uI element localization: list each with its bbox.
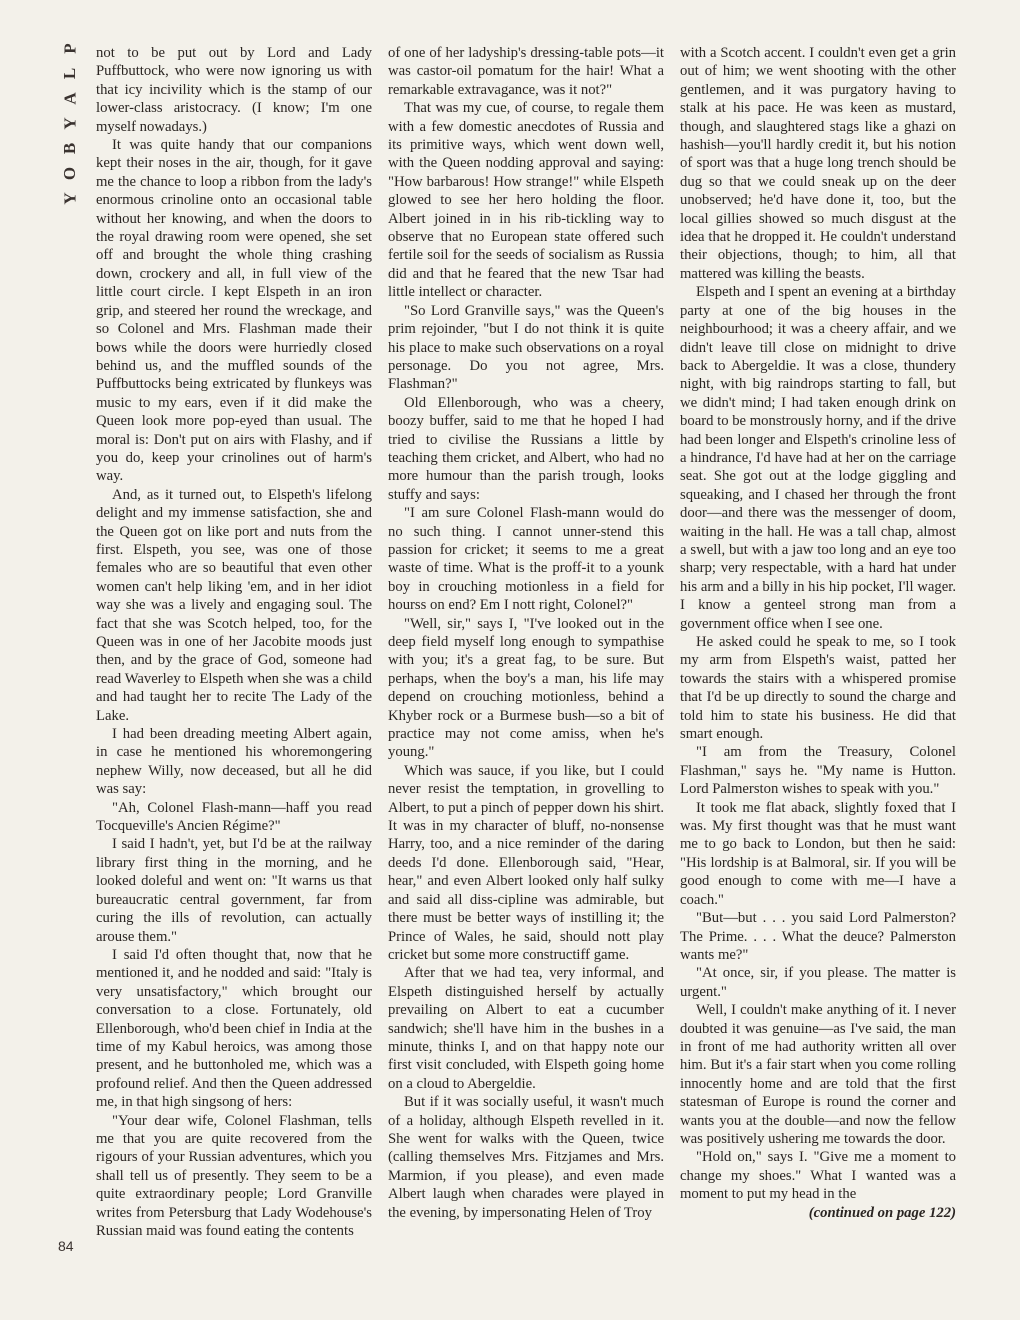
paragraph: Elspeth and I spent an evening at a birthday party at one of the big houses in the neighbourhood; it was a cheery affair, and we didn't leave till close on midnight to drive back to Abergeldie. It was a close, thundery night, with big raindrops starting to fall, but we didn't mind; I had taken enough drink on board to be monstrously horny, and if the drive had been longer and Elspeth's crinoline less of a hindrance, I'd have had at her on the carriage seat. She got out at the lodge giggling and squeaking, and I chased her through the front door—and there was the messenger of doom, waiting in the hall. He was a tall chap, almost a swell, but with a jaw too long and an eye too sharp; very respectable, with a hard hat under his arm and a billy in his hip pocket, I'll wager. I know a genteel strong man from a government office when I see one. — [680, 284, 957, 632]
logo-letter: A — [60, 92, 80, 105]
paragraph: It took me flat aback, slightly foxed that I was. My first thought was that he must want me to go back to London, but then he said: "His lordship is at Balmoral, sir. If you will be good enough to come with me—I have a coach." — [680, 799, 956, 908]
paragraph: "I am sure Colonel Flash-mann would do no such thing. I cannot unner-stend this passion for cricket; it seems to me a great waste of time. What is the proff-it to a younk boy in crouching motionless in a field for hourss on end? Em I nott right, Colonel?" — [388, 505, 664, 614]
paragraph: Well, I couldn't make anything of it. I never doubted it was genuine—as I've said, the man in front of me had authority written all over him. But it's a fair start when you come rolling innocently home and are told that the first statesman of Europe is round the corner and wants you at the double—and now the fellow was positively ushering me towards the door. — [680, 1002, 956, 1147]
paragraph: After that we had tea, very informal, and Elspeth distinguished herself by actually prevailing on Albert to eat a cucumber sandwich; she'll have him in the bushes in a minute, thinks I, and on that happy note our first visit concluded, with Elspeth going home on a cloud to Abergeldie. — [388, 965, 664, 1092]
paragraph: "Hold on," says I. "Give me a moment to change my shoes." What I wanted was a moment to put my head in the — [680, 1149, 956, 1203]
logo-letter: O — [60, 166, 80, 181]
paragraph: "So Lord Granville says," was the Queen's prim rejoinder, "but I do not think it is quite his place to make such observations on a royal personage. Do you not agree, Mrs. Flashman?" — [388, 302, 664, 393]
text-column-3 — [680, 44, 956, 1222]
paragraph: I had been dreading meeting Albert again, in case he mentioned his whoremongering nephew Willy, now deceased, but all he did was say: — [96, 726, 372, 798]
paragraph: "At once, sir, if you please. The matter is urgent." — [680, 965, 956, 1000]
text-column-2 — [388, 44, 664, 1222]
paragraph: He asked could he speak to me, so I took my arm from Elspeth's waist, patted her towards the stairs with a whispered promise that I'd be up directly to sound the charge and told him to state his business. He did that smart enough. — [680, 634, 956, 743]
paragraph: It was quite handy that our companions kept their noses in the air, though, for it gave me the chance to loop a ribbon from the lady's enormous crinoline onto an occasional table without her knowing, and when the doors to the royal drawing room were opened, she set off and brought the whole thing crashing down, crockery and all, in full view of the little court circle. I kept Elspeth in an iron grip, and steered her round the wreckage, and so Colonel and Mrs. Flashman made their bows while the doors were hurriedly closed behind us, and the muffled sounds of the Puffbuttocks being extricated by flunkeys was music to my ears, even if it did make the Queen look more pop-eyed than usual. The moral is: Don't put on airs with Flashy, and if you do, keep your crinolines out of harm's way. — [96, 137, 372, 485]
paragraph: "But—but . . . you said Lord Palmerston? The Prime. . . . What the deuce? Palmerston wants me?" — [680, 910, 956, 963]
paragraph: Which was sauce, if you like, but I could never resist the temptation, in grovelling to Albert, to put a pinch of pepper down his shirt. It was in my character of bluff, no-nonsense Harry, too, and a nice reminder of the daring deeds I'd done. Ellenborough said, "Hear, hear," and even Albert looked only half sulky and said all diss-cipline was admirable, but there must be better ways of instilling it; the Prince of Wales, he said, should nott play cricket but some more constructiff game. — [388, 762, 664, 963]
page-number: 84 — [58, 1238, 74, 1254]
text-column-1 — [96, 44, 372, 1240]
paragraph: "Well, sir," says I, "I've looked out in the deep field myself long enough to sympathise with you; it's a great fag, to be sure. But perhaps, when the boy's a man, his life may depend on crouching motionless, behind a Khyber rock or a Burmese bush—so a bit of practice may not come amiss, when he's young." — [388, 615, 664, 761]
logo-letter: Y — [60, 117, 80, 130]
paragraph: I said I hadn't, yet, but I'd be at the railway library first thing in the morning, and he looked doleful and went on: "It warns us that bureaucratic central government, far from curing the ills of revolution, can actually arouse them." — [96, 836, 372, 945]
paragraph: not to be put out by Lord and Lady Puffbuttock, who were now ignoring us with that icy incivility which is the stamp of our lower-class aristocracy. (I know; I'm one myself nowadays.) — [96, 45, 372, 135]
continued-on-page-note: (continued on page 122) — [808, 1204, 956, 1221]
paragraph: That was my cue, of course, to regale them with a few domestic anecdotes of Russia and its primitive ways, which went down well, with the Queen nodding approval and saying: "How barbarous! How strange!" while Elspeth glowed to see her hero holding the floor. Albert joined in in his rib-tickling way to observe that no European state offered such fertile soil for the seeds of socialism as Russia did and that he feared that the new Tsar had little intellect or character. — [388, 100, 664, 301]
paragraph: of one of her ladyship's dressing-table pots—it was castor-oil pomatum for the hair! What a remarkable extravagance, was it not?" — [388, 45, 664, 98]
paragraph: "Your dear wife, Colonel Flashman, tells me that you are quite recovered from the rigours of your Russian adventures, which you shall tell us of presently. They seem to be a quite extraordinary people; Lord Granville writes from Petersburg that Lady Wodehouse's Russian maid was found eating the contents — [96, 1112, 372, 1239]
paragraph: But if it was socially useful, it wasn't much of a holiday, although Elspeth revelled in it. She went for walks with the Queen, twice (calling themselves Mrs. Fitzjames and Mrs. Marmion, if you please), and even made Albert laugh when charades were played in the evening, by impersonating Helen of Troy — [388, 1094, 664, 1221]
logo-letter: B — [60, 142, 80, 155]
logo-letter: L — [60, 67, 80, 80]
paragraph: "I am from the Treasury, Colonel Flashman," says he. "My name is Hutton. Lord Palmerston wishes to speak with you." — [680, 744, 956, 798]
paragraph: And, as it turned out, to Elspeth's lifelong delight and my immense satisfaction, she and the Queen got on like port and nuts from the first. Elspeth, you see, was one of those females who are so beautiful that even other women can't help liking 'em, and in her idiot way she was a lively and engaging soul. The fact that she was Scotch helped, too, for the Queen was in one of her Jacobite moods just then, and by the grace of God, someone had read Waverley to Elspeth when she was a child and had taught her to recite The Lady of the Lake. — [96, 486, 372, 724]
paragraph: I said I'd often thought that, now that he mentioned it, and he nodded and said: "Italy is very unsatisfactory," which brought our conversation to a close. Fortunately, old Ellenborough, who'd been chief in India at the time of my Kabul heroics, was among those present, and he buttonholed me, which was a profound relief. And then the Queen addressed me, in that high singsong of hers: — [96, 946, 372, 1111]
paragraph: "Ah, Colonel Flash-mann—haff you read Tocqueville's Ancien Régime?" — [96, 799, 372, 835]
paragraph: Old Ellenborough, who was a cheery, boozy buffer, said to me that he hoped I had tried to civilise the Russians a little by teaching them cricket, and Albert, who had no more humour than the parish trough, looks stuffy and says: — [388, 394, 664, 503]
logo-letter: P — [60, 43, 80, 54]
paragraph: with a Scotch accent. I couldn't even get a grin out of him; we went shooting with the other gentlemen, and it was purgatory having to stalk at his pace. He was keen as mustard, though, and slaughtered stags like a ghazi on hashish—you'll hardly credit it, but his notion of sport was that a huge long trench should be dug so that we could sneak up on the deer unobserved; he'd have done it, too, but the local gillies showed so much disgust at the idea that he dropped it. He couldn't understand their objections, though; to him, all that mattered was killing the beasts. — [680, 45, 956, 282]
logo-letter: Y — [60, 192, 80, 205]
playboy-vertical-logo — [56, 40, 84, 207]
